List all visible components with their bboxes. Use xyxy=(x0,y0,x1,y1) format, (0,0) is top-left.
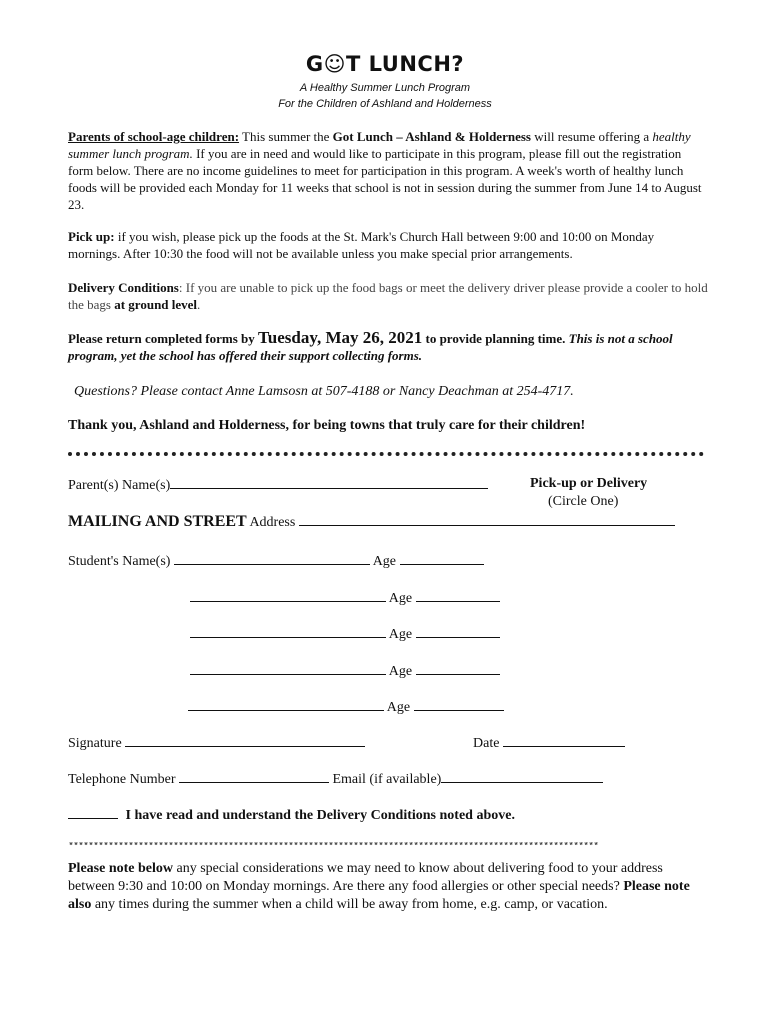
intro-text-3: If you are in need and would like to participate in this program, please fill out the registration form below. There are no income guidelines to meet for participation in this program. A week's worth of healthy lunch foods will be provided each Monday for 11 weeks that school is not in session during the summer from June 14 to August 23. xyxy=(68,146,702,212)
mailing-street-label: MAILING AND STREET xyxy=(68,513,247,530)
pickup-lead: Pick up: xyxy=(68,229,115,244)
address-label: Address xyxy=(249,515,296,530)
age-label: Age xyxy=(372,554,397,569)
age-field-3[interactable] xyxy=(416,625,500,638)
healthy-program-text: healthy summer lunch program. xyxy=(68,129,691,161)
intro-text-2: will resume offering a xyxy=(530,129,653,144)
student-row-5 xyxy=(188,698,504,716)
age-label: Age xyxy=(388,591,413,606)
student-name-field-3[interactable] xyxy=(190,625,386,638)
parent-name-label: Parent(s) Name(s) xyxy=(68,478,171,493)
subtitle-line-2: For the Children of Ashland and Holderness xyxy=(278,98,492,110)
delivery-text: : If you are unable to pick up the food bags or meet the delivery driver please provide a cooler to hold the bags xyxy=(68,280,708,312)
contact-row xyxy=(68,770,603,788)
age-label: Age xyxy=(388,664,413,679)
telephone-label: Telephone Number xyxy=(68,772,176,787)
student-name-field-1[interactable] xyxy=(174,552,370,565)
age-label: Age xyxy=(386,700,411,715)
dotted-divider xyxy=(68,452,704,456)
return-paragraph xyxy=(68,329,708,364)
date-label: Date xyxy=(473,736,500,751)
ground-level-text: at ground level xyxy=(114,297,198,312)
student-name-label: Student's Name(s) xyxy=(68,554,171,569)
date-field[interactable] xyxy=(503,734,625,747)
pickup-text: if you wish, please pick up the foods at the St. Mark's Church Hall between 9:00 and 10:00 on Monday mornings. After 10:30 the food will not be available unless you make special prior arrangements. xyxy=(68,229,655,261)
thanks-line: Thank you, Ashland and Holderness, for being towns that truly care for their children! xyxy=(68,418,586,433)
acknowledge-initial-field[interactable] xyxy=(68,806,118,819)
intro-text-1: This summer the xyxy=(239,129,333,144)
return-note: This is not a school program, yet the school has offered their support collecting forms. xyxy=(68,331,673,363)
telephone-field[interactable] xyxy=(179,770,329,783)
address-field[interactable] xyxy=(299,513,675,526)
acknowledge-text: I have read and understand the Delivery Conditions noted above. xyxy=(125,808,515,823)
intro-lead: Parents of school-age children: xyxy=(68,129,240,144)
email-field[interactable] xyxy=(441,770,603,783)
student-row-1 xyxy=(68,552,484,570)
delivery-end: . xyxy=(197,297,201,312)
acknowledge-row xyxy=(68,806,515,824)
age-field-2[interactable] xyxy=(416,589,500,602)
parent-name-row xyxy=(68,476,488,494)
student-name-field-2[interactable] xyxy=(190,589,386,602)
student-name-field-4[interactable] xyxy=(190,662,386,675)
special-lead-2: Please note also xyxy=(68,879,690,912)
return-date: Tuesday, May 26, 2021 xyxy=(258,328,423,347)
special-text-1: any special considerations we may need to know about delivering food to your address between 9:30 and 10:00 on Monday mornings. Are there any food allergies or other special needs? xyxy=(68,861,663,894)
special-text-2: any times during the summer when a child will be away from home, e.g. camp, or vacation. xyxy=(91,897,608,912)
intro-paragraph xyxy=(68,128,708,213)
delivery-lead: Delivery Conditions xyxy=(68,280,179,295)
star-divider: ********************************************************************************************************** xyxy=(68,842,599,853)
parent-name-field[interactable] xyxy=(170,476,488,489)
subtitle-line-1: A Healthy Summer Lunch Program xyxy=(299,82,471,94)
signature-field[interactable] xyxy=(125,734,365,747)
return-text-1: Please return completed forms by xyxy=(68,331,259,346)
special-lead-1: Please note below xyxy=(68,861,173,876)
questions-line: Questions? Please contact Anne Lamsosn at 507-4188 or Nancy Deachman at 254-4717. xyxy=(74,384,574,399)
student-row-2 xyxy=(190,589,500,607)
student-name-field-5[interactable] xyxy=(188,698,384,711)
date-row xyxy=(473,734,625,752)
signature-row xyxy=(68,734,365,752)
page-title: G☺T LUNCH? xyxy=(305,52,465,76)
age-label: Age xyxy=(388,627,413,642)
age-field-4[interactable] xyxy=(416,662,500,675)
delivery-paragraph xyxy=(68,279,708,313)
return-text-2: to provide planning time. xyxy=(422,331,569,346)
student-row-3 xyxy=(190,625,500,643)
address-row xyxy=(68,513,675,531)
circle-one-label: (Circle One) xyxy=(548,494,619,509)
age-field-1[interactable] xyxy=(400,552,484,565)
pickup-delivery-label: Pick-up or Delivery xyxy=(530,476,648,491)
signature-label: Signature xyxy=(68,736,122,751)
student-row-4 xyxy=(190,662,500,680)
program-name: Got Lunch – Ashland & Holderness xyxy=(332,129,531,144)
pickup-paragraph xyxy=(68,228,708,262)
email-label: Email (if available) xyxy=(332,772,442,787)
special-considerations-paragraph xyxy=(68,860,708,914)
age-field-5[interactable] xyxy=(414,698,504,711)
